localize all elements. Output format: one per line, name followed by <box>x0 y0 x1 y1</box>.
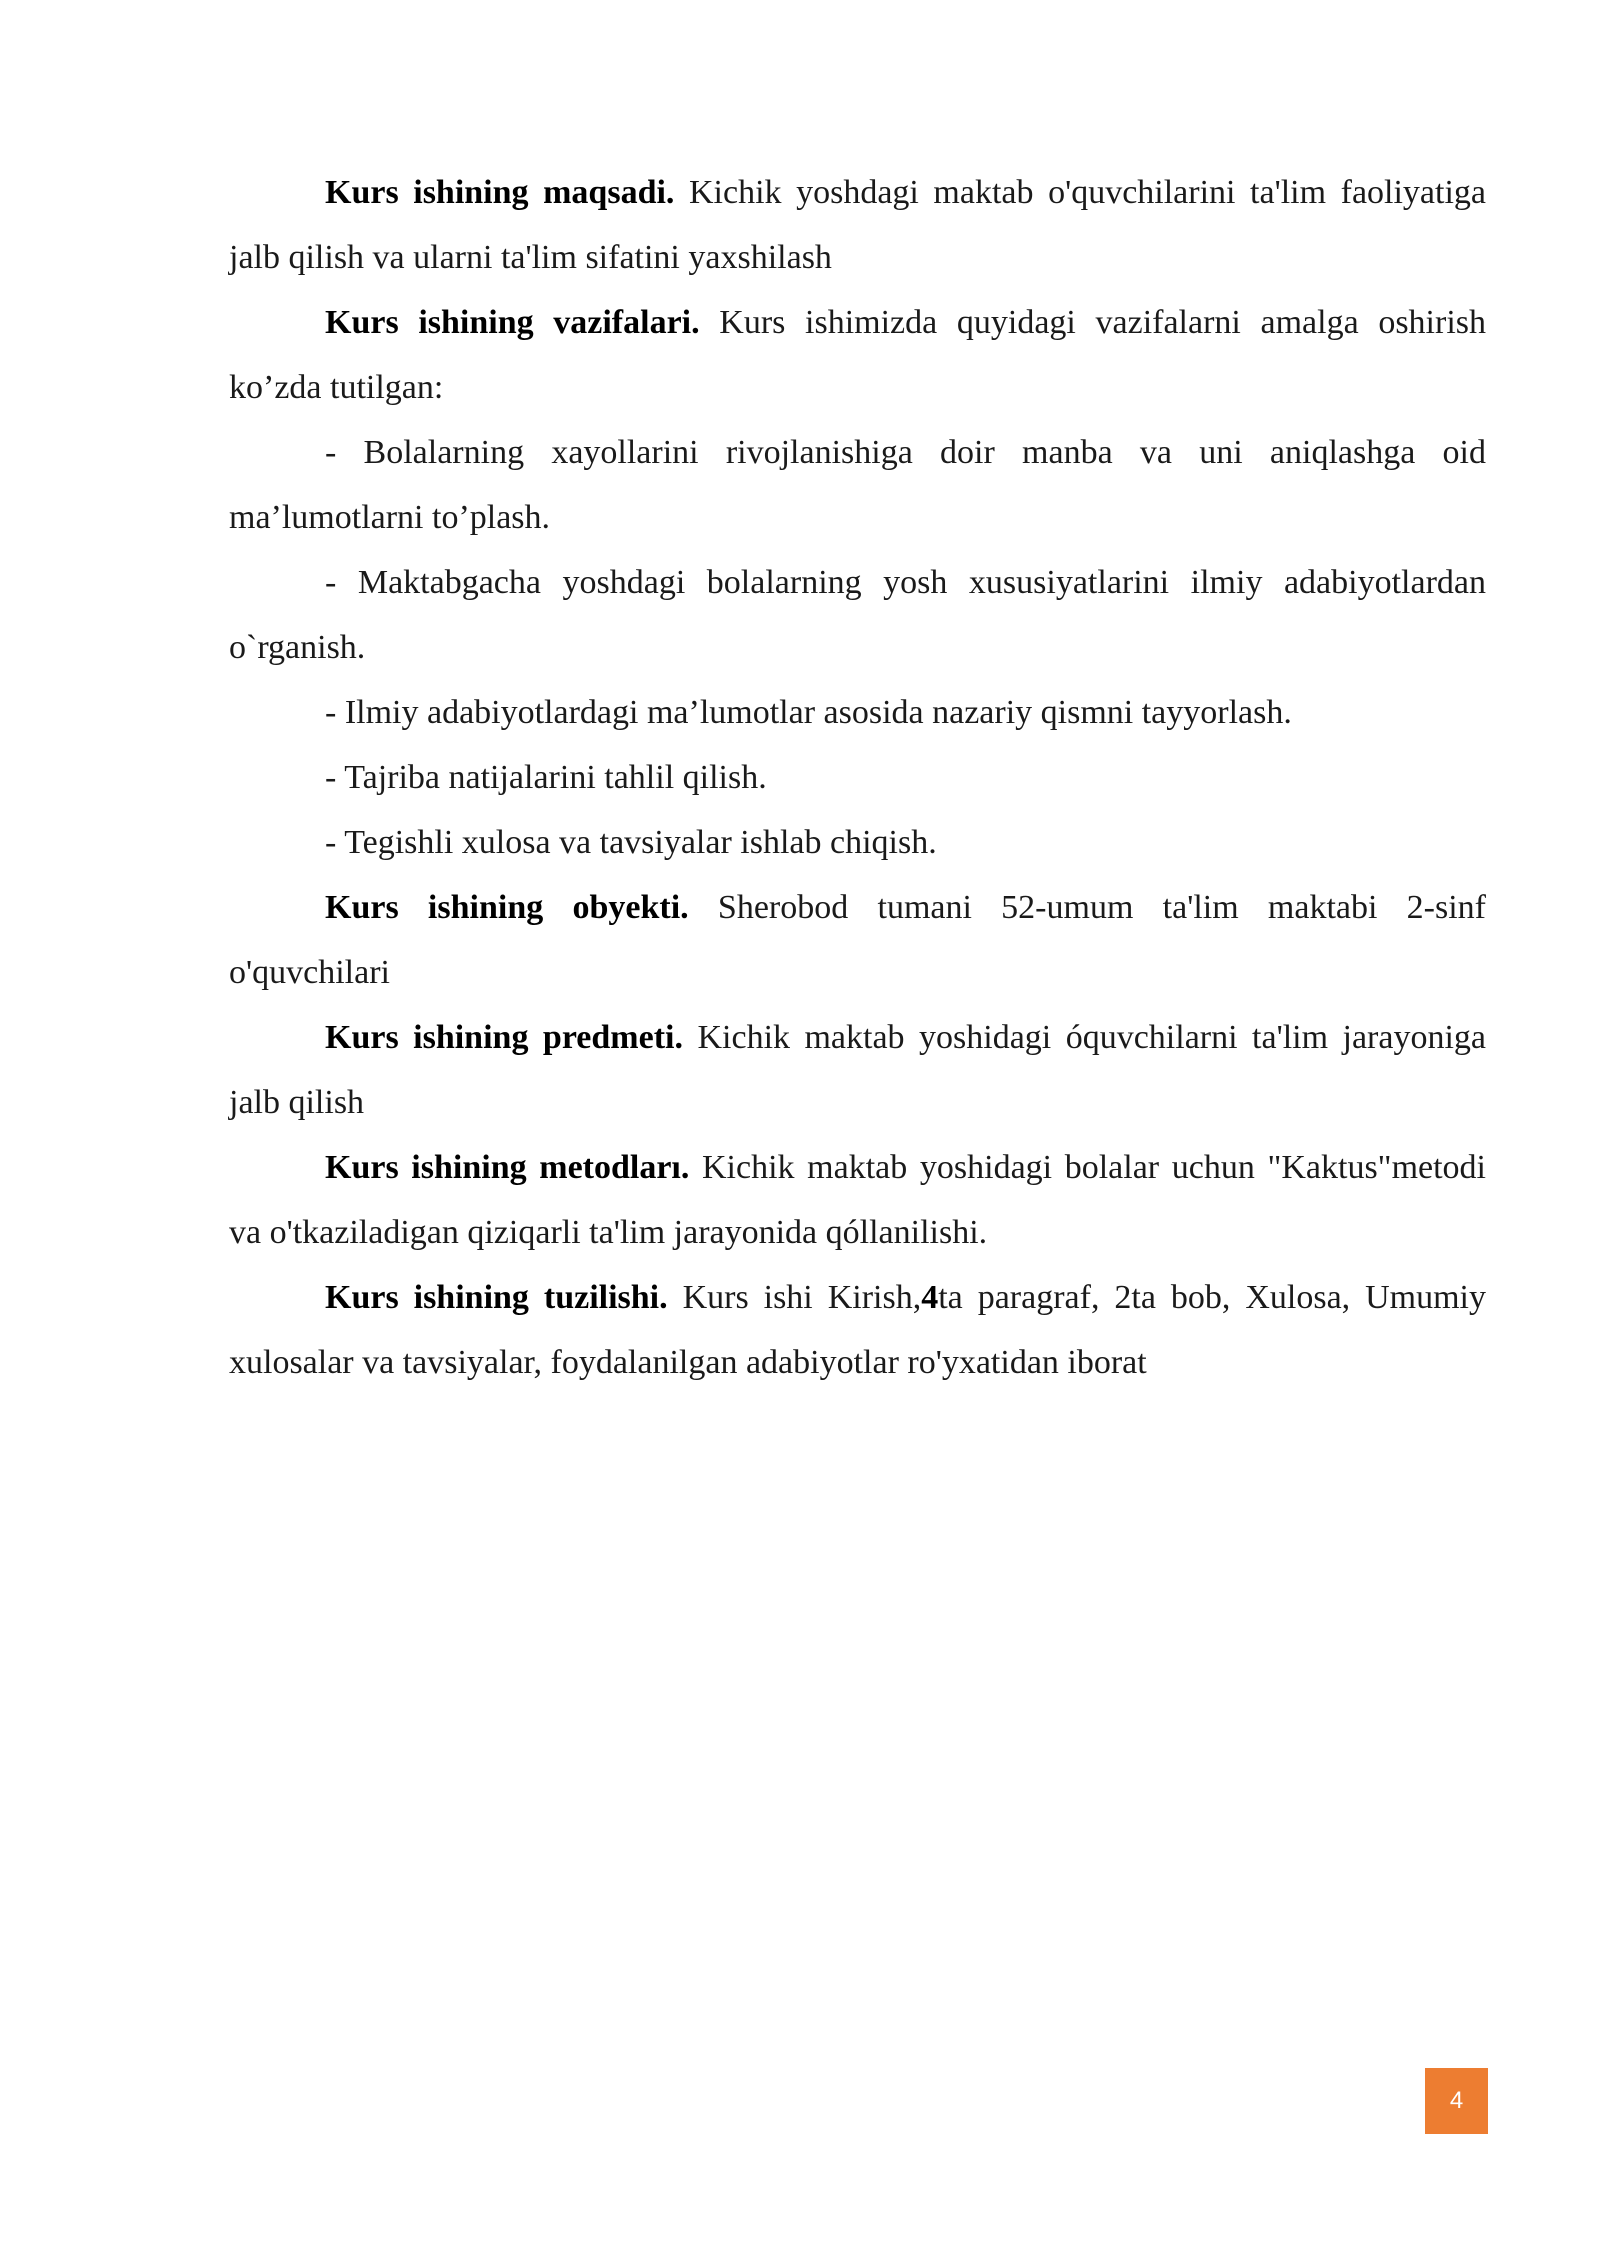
paragraph-goal <box>229 160 1486 290</box>
paragraph-object-text: Sherobod tumani 52-umum ta'lim maktabi 2-sinf o'quvchilari <box>229 889 1487 991</box>
paragraph-methods-label: Kurs ishining metodları. <box>325 1149 690 1186</box>
page-number-text: 4 <box>1449 2087 1464 2114</box>
task-item-2-text: - Maktabgacha yoshdagi bolalarning yosh xususiyatlarini ilmiy adabiyotlardan o`rganish. <box>229 564 1486 666</box>
paragraph-structure-number: 4 <box>921 1279 939 1316</box>
paragraph-methods <box>229 1135 1486 1265</box>
task-item-3 <box>229 680 1486 745</box>
document-body <box>229 160 1486 1395</box>
task-item-4-text: - Tajriba natijalarini tahlil qilish. <box>325 759 767 796</box>
paragraph-goal-label: Kurs ishining maqsadi. <box>325 174 675 211</box>
paragraph-tasks-label: Kurs ishining vazifalari. <box>325 304 700 341</box>
page-number-badge <box>1425 2068 1488 2134</box>
paragraph-structure-label: Kurs ishining tuzilishi. <box>325 1279 668 1316</box>
paragraph-structure <box>229 1265 1486 1395</box>
task-item-5-text: - Tegishli xulosa va tavsiyalar ishlab chiqish. <box>325 824 937 861</box>
paragraph-object-label: Kurs ishining obyekti. <box>325 889 689 926</box>
paragraph-subject-text: Kichik maktab yoshidagi óquvchilarni ta'lim jarayoniga jalb qilish <box>229 1019 1486 1121</box>
task-item-5 <box>229 810 1486 875</box>
task-item-4 <box>229 745 1486 810</box>
paragraph-subject-label: Kurs ishining predmeti. <box>325 1019 683 1056</box>
paragraph-tasks <box>229 290 1486 420</box>
task-item-1-text: - Bolalarning xayollarini rivojlanishiga doir manba va uni aniqlashga oid ma’lumotlarni to’plash. <box>229 434 1486 536</box>
paragraph-tasks-text: Kurs ishimizda quyidagi vazifalarni amalga oshirish ko’zda tutilgan: <box>229 304 1486 406</box>
paragraph-object <box>229 875 1486 1005</box>
task-item-1 <box>229 420 1486 550</box>
paragraph-goal-text: Kichik yoshdagi maktab o'quvchilarini ta'lim faoliyatiga jalb qilish va ularni ta'lim sifatini yaxshilash <box>229 174 1487 276</box>
paragraph-structure-text-after: ta paragraf, 2ta bob, Xulosa, Umumiy xulosalar va tavsiyalar, foydalanilgan adabiyotlar ro'yxatidan iborat <box>229 1279 1486 1381</box>
task-item-2 <box>229 550 1486 680</box>
task-item-3-text: - Ilmiy adabiyotlardagi ma’lumotlar asosida nazariy qismni tayyorlash. <box>325 694 1292 731</box>
paragraph-subject <box>229 1005 1486 1135</box>
paragraph-methods-text: Kichik maktab yoshidagi bolalar uchun "Kaktus"metodi va o'tkaziladigan qiziqarli ta'lim jarayonida qóllanilishi. <box>229 1149 1486 1251</box>
paragraph-structure-text-before: Kurs ishi Kirish, <box>667 1279 922 1316</box>
